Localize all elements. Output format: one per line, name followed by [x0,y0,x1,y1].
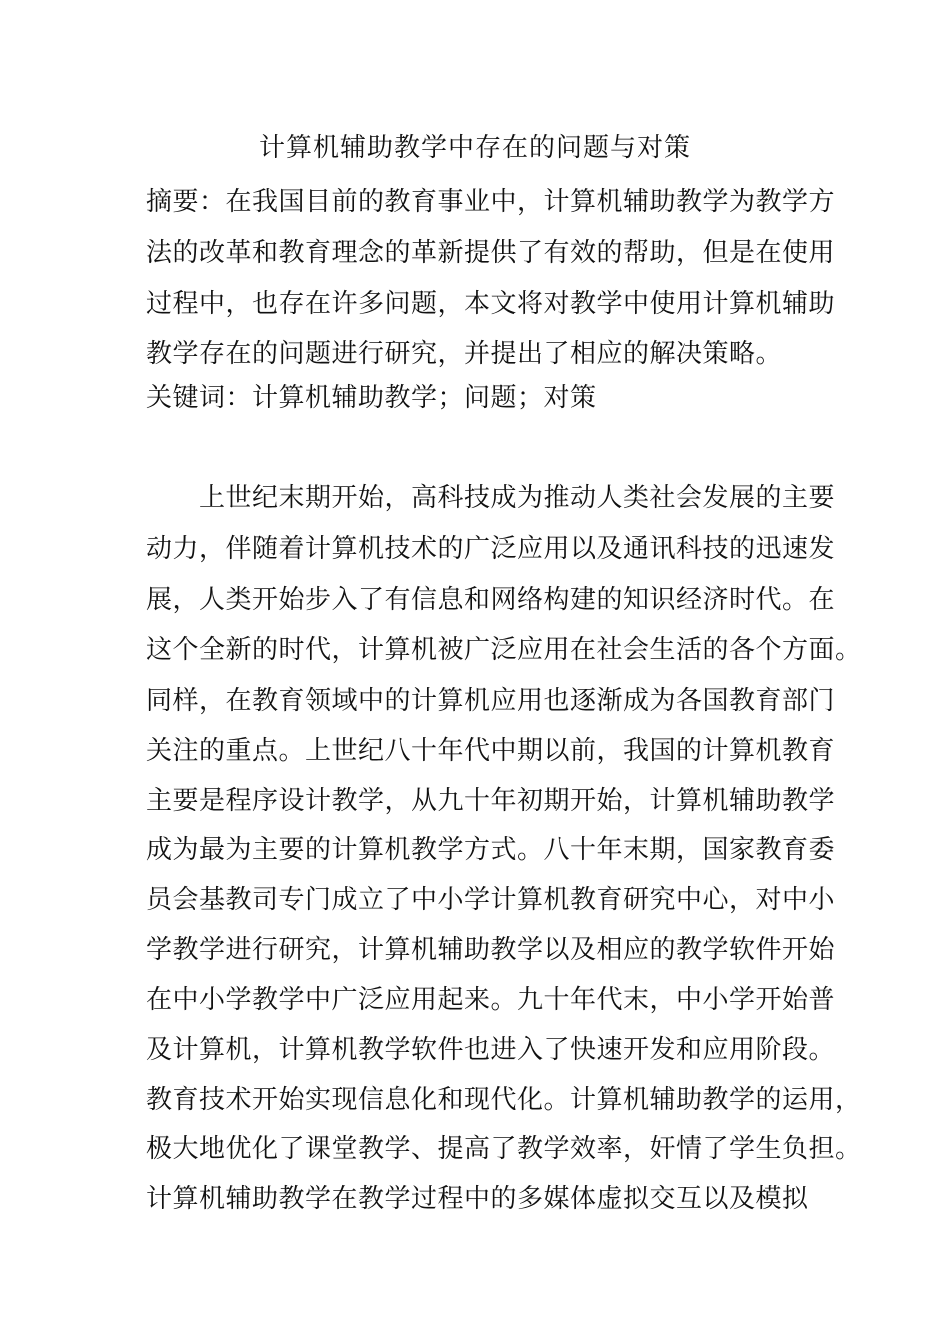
abstract-line: 摘要：在我国目前的教育事业中，计算机辅助教学为教学方 [146,187,836,217]
body-line: 展，人类开始步入了有信息和网络构建的知识经济时代。在 [146,585,836,615]
body-line: 在中小学教学中广泛应用起来。九十年代末，中小学开始普 [146,985,836,1015]
document-title: 计算机辅助教学中存在的问题与对策 [258,133,691,163]
body-line: 教育技术开始实现信息化和现代化。计算机辅助教学的运用， [146,1085,862,1115]
abstract-line: 教学存在的问题进行研究，并提出了相应的解决策略。 [146,339,783,369]
body-line: 成为最为主要的计算机教学方式。八十年末期，国家教育委 [146,835,836,865]
body-line: 计算机辅助教学在教学过程中的多媒体虚拟交互以及模拟 [146,1184,809,1214]
body-line: 上世纪末期开始，高科技成为推动人类社会发展的主要 [146,483,836,513]
keywords-line: 关键词：计算机辅助教学；问题；对策 [146,383,597,413]
body-line: 关注的重点。上世纪八十年代中期以前，我国的计算机教育 [146,736,836,766]
body-line: 极大地优化了课堂教学、提高了教学效率，奸情了学生负担。 [146,1134,862,1164]
abstract-line: 过程中，也存在许多问题，本文将对教学中使用计算机辅助 [146,289,836,319]
abstract-line: 法的改革和教育理念的革新提供了有效的帮助，但是在使用 [146,238,836,268]
body-line: 同样，在教育领域中的计算机应用也逐渐成为各国教育部门 [146,686,836,716]
body-line: 学教学进行研究，计算机辅助教学以及相应的教学软件开始 [146,935,836,965]
body-line: 员会基教司专门成立了中小学计算机教育研究中心，对中小 [146,885,836,915]
body-line: 主要是程序设计教学，从九十年初期开始，计算机辅助教学 [146,786,836,816]
body-line: 及计算机，计算机教学软件也进入了快速开发和应用阶段。 [146,1035,836,1065]
body-line: 动力，伴随着计算机技术的广泛应用以及通讯科技的迅速发 [146,534,836,564]
body-line: 这个全新的时代，计算机被广泛应用在社会生活的各个方面。 [146,635,862,665]
